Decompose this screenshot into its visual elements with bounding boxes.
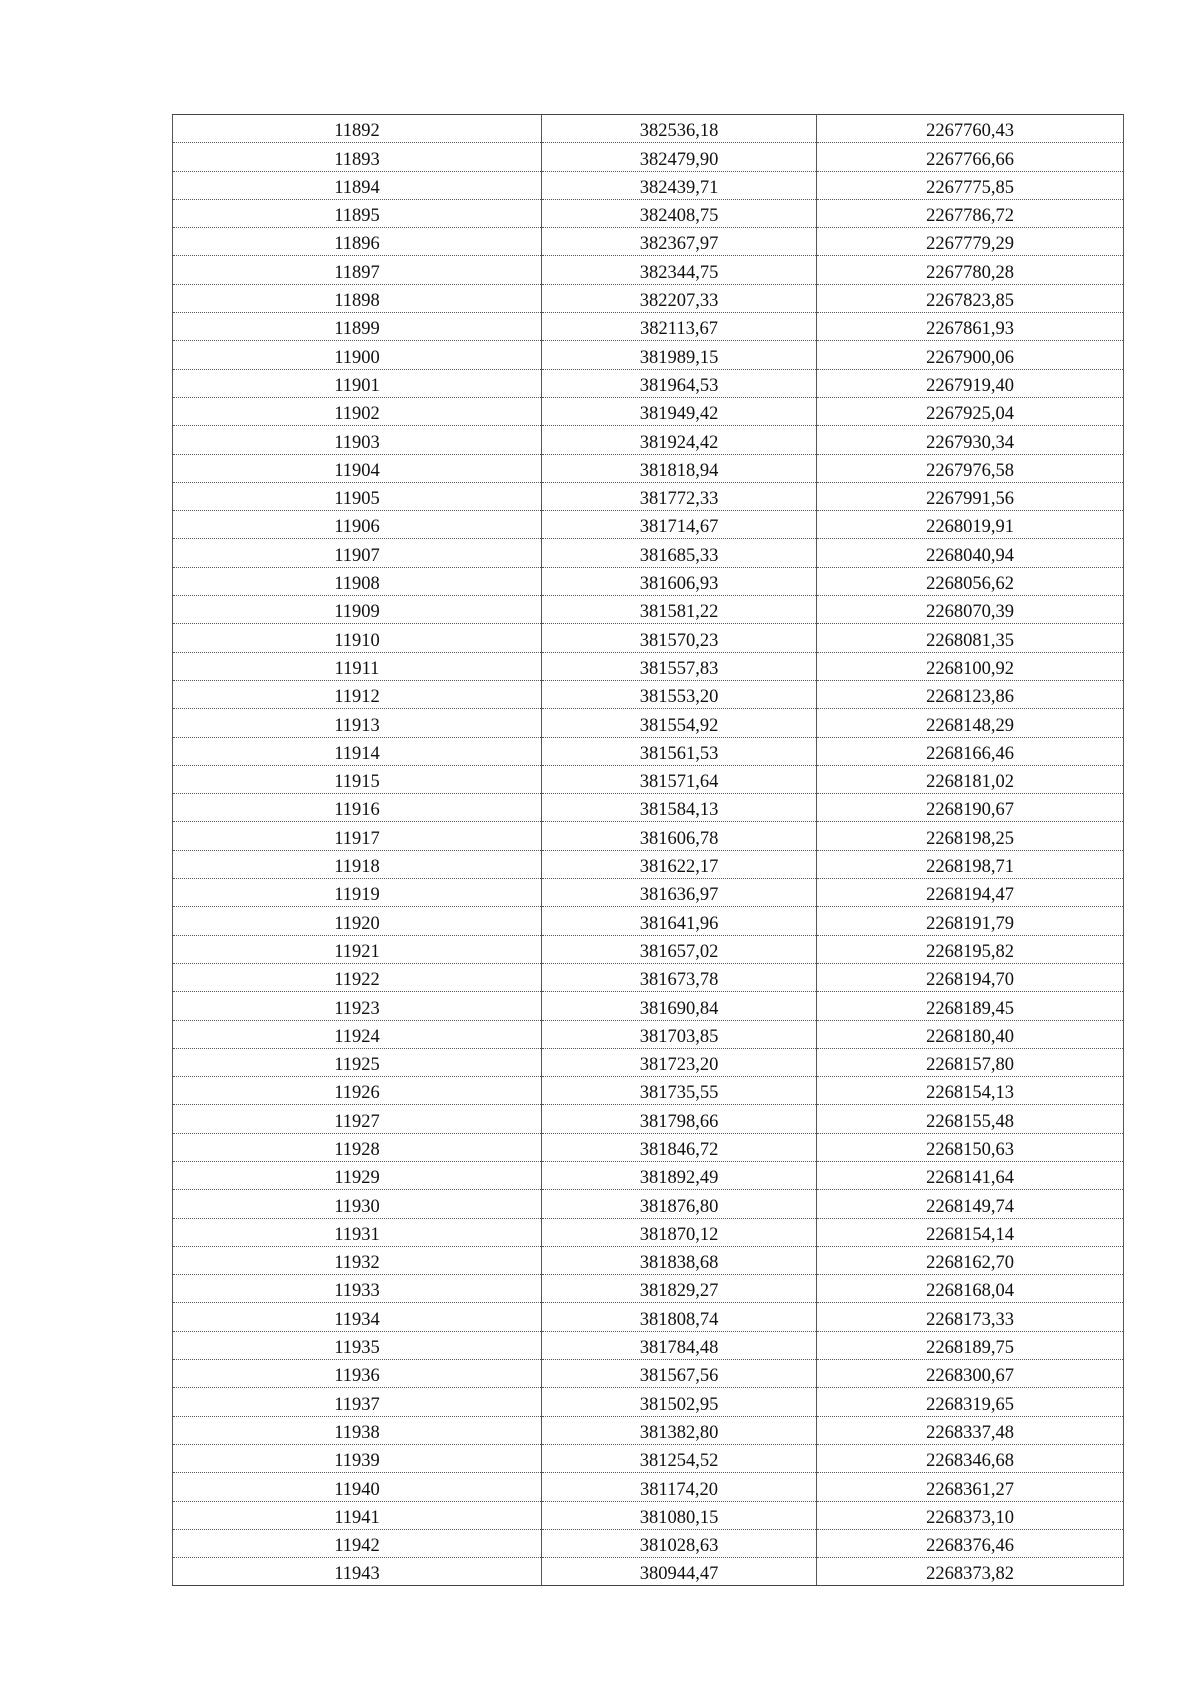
point-number-cell: 11907 — [173, 539, 542, 567]
table-row — [173, 511, 1124, 539]
table-row — [173, 228, 1124, 256]
y-coordinate-cell: 2267919,40 — [817, 369, 1124, 397]
y-coordinate-cell: 2268154,14 — [817, 1218, 1124, 1246]
y-coordinate-cell: 2267861,93 — [817, 313, 1124, 341]
x-coordinate-cell: 381964,53 — [542, 369, 817, 397]
point-number-cell: 11933 — [173, 1275, 542, 1303]
table-row — [173, 680, 1124, 708]
x-coordinate-cell: 381636,97 — [542, 879, 817, 907]
point-number-cell: 11910 — [173, 624, 542, 652]
x-coordinate-cell: 381554,92 — [542, 709, 817, 737]
y-coordinate-cell: 2268194,47 — [817, 879, 1124, 907]
x-coordinate-cell: 381581,22 — [542, 596, 817, 624]
table-row — [173, 652, 1124, 680]
table-row — [173, 369, 1124, 397]
point-number-cell: 11921 — [173, 935, 542, 963]
table-row — [173, 1020, 1124, 1048]
x-coordinate-cell: 381723,20 — [542, 1048, 817, 1076]
table-row — [173, 1077, 1124, 1105]
table-row — [173, 963, 1124, 991]
table-row — [173, 397, 1124, 425]
table-row — [173, 1416, 1124, 1444]
coordinates-table-body — [173, 115, 1124, 1586]
x-coordinate-cell: 381784,48 — [542, 1331, 817, 1359]
point-number-cell: 11908 — [173, 567, 542, 595]
point-number-cell: 11894 — [173, 171, 542, 199]
table-row — [173, 341, 1124, 369]
table-row — [173, 1105, 1124, 1133]
point-number-cell: 11900 — [173, 341, 542, 369]
y-coordinate-cell: 2268190,67 — [817, 794, 1124, 822]
point-number-cell: 11916 — [173, 794, 542, 822]
y-coordinate-cell: 2268155,48 — [817, 1105, 1124, 1133]
table-row — [173, 907, 1124, 935]
table-row — [173, 567, 1124, 595]
point-number-cell: 11918 — [173, 850, 542, 878]
point-number-cell: 11923 — [173, 992, 542, 1020]
table-row — [173, 313, 1124, 341]
y-coordinate-cell: 2268149,74 — [817, 1190, 1124, 1218]
point-number-cell: 11898 — [173, 284, 542, 312]
y-coordinate-cell: 2268189,45 — [817, 992, 1124, 1020]
x-coordinate-cell: 382113,67 — [542, 313, 817, 341]
point-number-cell: 11928 — [173, 1133, 542, 1161]
point-number-cell: 11919 — [173, 879, 542, 907]
x-coordinate-cell: 381174,20 — [542, 1473, 817, 1501]
x-coordinate-cell: 381818,94 — [542, 454, 817, 482]
table-row — [173, 1331, 1124, 1359]
point-number-cell: 11915 — [173, 765, 542, 793]
y-coordinate-cell: 2268166,46 — [817, 737, 1124, 765]
table-row — [173, 935, 1124, 963]
x-coordinate-cell: 381838,68 — [542, 1246, 817, 1274]
y-coordinate-cell: 2268162,70 — [817, 1246, 1124, 1274]
y-coordinate-cell: 2268181,02 — [817, 765, 1124, 793]
x-coordinate-cell: 381584,13 — [542, 794, 817, 822]
table-row — [173, 1388, 1124, 1416]
table-row — [173, 426, 1124, 454]
point-number-cell: 11903 — [173, 426, 542, 454]
x-coordinate-cell: 382439,71 — [542, 171, 817, 199]
point-number-cell: 11929 — [173, 1161, 542, 1189]
table-row — [173, 115, 1124, 143]
x-coordinate-cell: 381254,52 — [542, 1444, 817, 1472]
point-number-cell: 11926 — [173, 1077, 542, 1105]
x-coordinate-cell: 381606,78 — [542, 822, 817, 850]
x-coordinate-cell: 381798,66 — [542, 1105, 817, 1133]
y-coordinate-cell: 2268198,25 — [817, 822, 1124, 850]
table-row — [173, 539, 1124, 567]
y-coordinate-cell: 2268337,48 — [817, 1416, 1124, 1444]
y-coordinate-cell: 2268040,94 — [817, 539, 1124, 567]
x-coordinate-cell: 381846,72 — [542, 1133, 817, 1161]
table-row — [173, 1275, 1124, 1303]
x-coordinate-cell: 381606,93 — [542, 567, 817, 595]
point-number-cell: 11941 — [173, 1501, 542, 1529]
table-row — [173, 199, 1124, 227]
x-coordinate-cell: 381557,83 — [542, 652, 817, 680]
y-coordinate-cell: 2268056,62 — [817, 567, 1124, 595]
point-number-cell: 11927 — [173, 1105, 542, 1133]
table-row — [173, 256, 1124, 284]
point-number-cell: 11895 — [173, 199, 542, 227]
x-coordinate-cell: 382536,18 — [542, 115, 817, 143]
table-row — [173, 596, 1124, 624]
y-coordinate-cell: 2267823,85 — [817, 284, 1124, 312]
y-coordinate-cell: 2268195,82 — [817, 935, 1124, 963]
point-number-cell: 11912 — [173, 680, 542, 708]
x-coordinate-cell: 382344,75 — [542, 256, 817, 284]
table-row — [173, 1501, 1124, 1529]
coordinates-table — [172, 114, 1124, 1586]
y-coordinate-cell: 2268157,80 — [817, 1048, 1124, 1076]
x-coordinate-cell: 381808,74 — [542, 1303, 817, 1331]
table-row — [173, 1133, 1124, 1161]
y-coordinate-cell: 2268373,10 — [817, 1501, 1124, 1529]
table-row — [173, 1246, 1124, 1274]
table-row — [173, 850, 1124, 878]
table-row — [173, 879, 1124, 907]
y-coordinate-cell: 2268173,33 — [817, 1303, 1124, 1331]
x-coordinate-cell: 381892,49 — [542, 1161, 817, 1189]
point-number-cell: 11922 — [173, 963, 542, 991]
x-coordinate-cell: 381685,33 — [542, 539, 817, 567]
x-coordinate-cell: 381673,78 — [542, 963, 817, 991]
y-coordinate-cell: 2268081,35 — [817, 624, 1124, 652]
y-coordinate-cell: 2268198,71 — [817, 850, 1124, 878]
y-coordinate-cell: 2268373,82 — [817, 1558, 1124, 1586]
x-coordinate-cell: 381571,64 — [542, 765, 817, 793]
point-number-cell: 11901 — [173, 369, 542, 397]
point-number-cell: 11943 — [173, 1558, 542, 1586]
point-number-cell: 11939 — [173, 1444, 542, 1472]
table-row — [173, 1360, 1124, 1388]
point-number-cell: 11938 — [173, 1416, 542, 1444]
point-number-cell: 11935 — [173, 1331, 542, 1359]
y-coordinate-cell: 2268376,46 — [817, 1529, 1124, 1557]
y-coordinate-cell: 2268300,67 — [817, 1360, 1124, 1388]
y-coordinate-cell: 2268168,04 — [817, 1275, 1124, 1303]
y-coordinate-cell: 2268191,79 — [817, 907, 1124, 935]
y-coordinate-cell: 2268141,64 — [817, 1161, 1124, 1189]
y-coordinate-cell: 2267925,04 — [817, 397, 1124, 425]
x-coordinate-cell: 382408,75 — [542, 199, 817, 227]
x-coordinate-cell: 380944,47 — [542, 1558, 817, 1586]
table-row — [173, 143, 1124, 171]
y-coordinate-cell: 2267780,28 — [817, 256, 1124, 284]
y-coordinate-cell: 2268194,70 — [817, 963, 1124, 991]
point-number-cell: 11892 — [173, 115, 542, 143]
y-coordinate-cell: 2267900,06 — [817, 341, 1124, 369]
point-number-cell: 11911 — [173, 652, 542, 680]
table-row — [173, 1558, 1124, 1586]
y-coordinate-cell: 2267766,66 — [817, 143, 1124, 171]
point-number-cell: 11914 — [173, 737, 542, 765]
x-coordinate-cell: 381876,80 — [542, 1190, 817, 1218]
x-coordinate-cell: 381028,63 — [542, 1529, 817, 1557]
y-coordinate-cell: 2267779,29 — [817, 228, 1124, 256]
y-coordinate-cell: 2268180,40 — [817, 1020, 1124, 1048]
point-number-cell: 11906 — [173, 511, 542, 539]
point-number-cell: 11931 — [173, 1218, 542, 1246]
point-number-cell: 11904 — [173, 454, 542, 482]
point-number-cell: 11940 — [173, 1473, 542, 1501]
point-number-cell: 11936 — [173, 1360, 542, 1388]
point-number-cell: 11897 — [173, 256, 542, 284]
y-coordinate-cell: 2267760,43 — [817, 115, 1124, 143]
point-number-cell: 11937 — [173, 1388, 542, 1416]
table-row — [173, 624, 1124, 652]
y-coordinate-cell: 2268100,92 — [817, 652, 1124, 680]
table-row — [173, 992, 1124, 1020]
y-coordinate-cell: 2267976,58 — [817, 454, 1124, 482]
point-number-cell: 11934 — [173, 1303, 542, 1331]
table-row — [173, 1161, 1124, 1189]
x-coordinate-cell: 381690,84 — [542, 992, 817, 1020]
y-coordinate-cell: 2268189,75 — [817, 1331, 1124, 1359]
table-row — [173, 454, 1124, 482]
y-coordinate-cell: 2268148,29 — [817, 709, 1124, 737]
point-number-cell: 11924 — [173, 1020, 542, 1048]
y-coordinate-cell: 2268150,63 — [817, 1133, 1124, 1161]
x-coordinate-cell: 381561,53 — [542, 737, 817, 765]
x-coordinate-cell: 381570,23 — [542, 624, 817, 652]
point-number-cell: 11930 — [173, 1190, 542, 1218]
table-row — [173, 1190, 1124, 1218]
y-coordinate-cell: 2268019,91 — [817, 511, 1124, 539]
table-row — [173, 822, 1124, 850]
x-coordinate-cell: 381382,80 — [542, 1416, 817, 1444]
y-coordinate-cell: 2267786,72 — [817, 199, 1124, 227]
x-coordinate-cell: 381924,42 — [542, 426, 817, 454]
point-number-cell: 11893 — [173, 143, 542, 171]
point-number-cell: 11917 — [173, 822, 542, 850]
point-number-cell: 11925 — [173, 1048, 542, 1076]
x-coordinate-cell: 382479,90 — [542, 143, 817, 171]
table-row — [173, 709, 1124, 737]
x-coordinate-cell: 381870,12 — [542, 1218, 817, 1246]
table-row — [173, 1048, 1124, 1076]
y-coordinate-cell: 2268154,13 — [817, 1077, 1124, 1105]
table-row — [173, 482, 1124, 510]
x-coordinate-cell: 381080,15 — [542, 1501, 817, 1529]
table-row — [173, 1473, 1124, 1501]
point-number-cell: 11932 — [173, 1246, 542, 1274]
point-number-cell: 11909 — [173, 596, 542, 624]
table-row — [173, 737, 1124, 765]
table-row — [173, 1444, 1124, 1472]
x-coordinate-cell: 381989,15 — [542, 341, 817, 369]
x-coordinate-cell: 382367,97 — [542, 228, 817, 256]
x-coordinate-cell: 381949,42 — [542, 397, 817, 425]
y-coordinate-cell: 2268070,39 — [817, 596, 1124, 624]
point-number-cell: 11920 — [173, 907, 542, 935]
y-coordinate-cell: 2268361,27 — [817, 1473, 1124, 1501]
y-coordinate-cell: 2268123,86 — [817, 680, 1124, 708]
point-number-cell: 11896 — [173, 228, 542, 256]
table-row — [173, 1303, 1124, 1331]
table-row — [173, 794, 1124, 822]
point-number-cell: 11913 — [173, 709, 542, 737]
y-coordinate-cell: 2268346,68 — [817, 1444, 1124, 1472]
table-row — [173, 765, 1124, 793]
x-coordinate-cell: 381657,02 — [542, 935, 817, 963]
y-coordinate-cell: 2267991,56 — [817, 482, 1124, 510]
x-coordinate-cell: 381641,96 — [542, 907, 817, 935]
x-coordinate-cell: 382207,33 — [542, 284, 817, 312]
y-coordinate-cell: 2268319,65 — [817, 1388, 1124, 1416]
point-number-cell: 11902 — [173, 397, 542, 425]
x-coordinate-cell: 381703,85 — [542, 1020, 817, 1048]
x-coordinate-cell: 381735,55 — [542, 1077, 817, 1105]
point-number-cell: 11899 — [173, 313, 542, 341]
point-number-cell: 11942 — [173, 1529, 542, 1557]
x-coordinate-cell: 381567,56 — [542, 1360, 817, 1388]
point-number-cell: 11905 — [173, 482, 542, 510]
table-row — [173, 1218, 1124, 1246]
x-coordinate-cell: 381622,17 — [542, 850, 817, 878]
y-coordinate-cell: 2267930,34 — [817, 426, 1124, 454]
x-coordinate-cell: 381553,20 — [542, 680, 817, 708]
table-row — [173, 1529, 1124, 1557]
table-row — [173, 171, 1124, 199]
x-coordinate-cell: 381772,33 — [542, 482, 817, 510]
y-coordinate-cell: 2267775,85 — [817, 171, 1124, 199]
x-coordinate-cell: 381502,95 — [542, 1388, 817, 1416]
x-coordinate-cell: 381714,67 — [542, 511, 817, 539]
table-row — [173, 284, 1124, 312]
x-coordinate-cell: 381829,27 — [542, 1275, 817, 1303]
